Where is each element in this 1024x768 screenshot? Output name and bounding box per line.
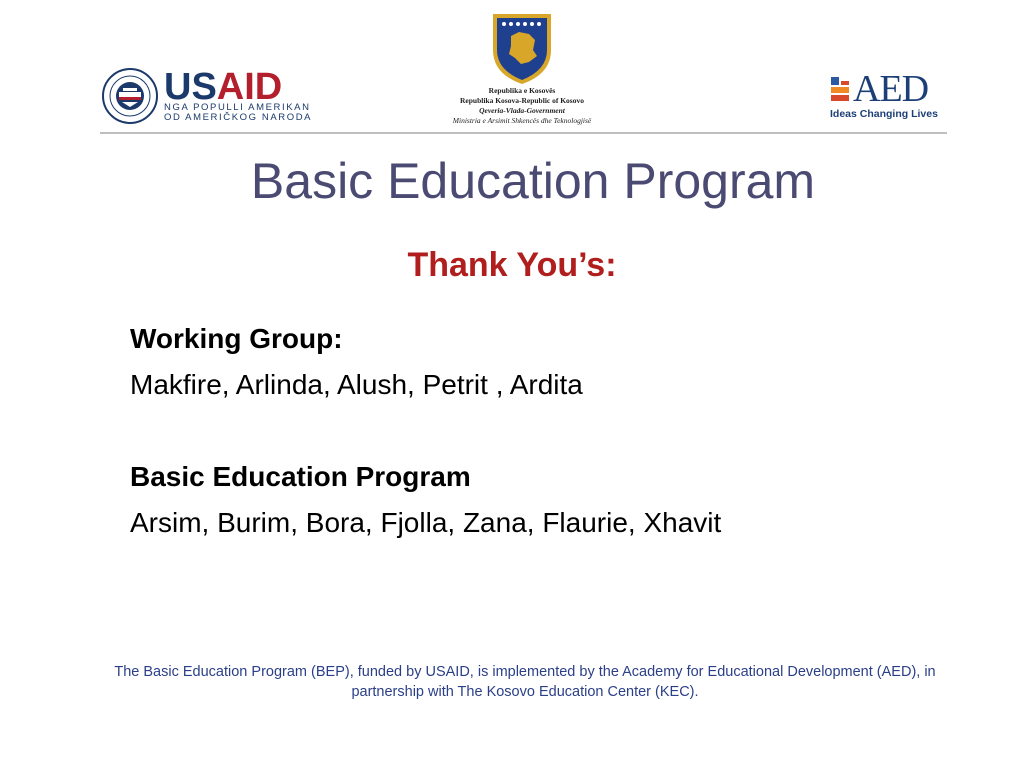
aed-logo — [829, 68, 945, 124]
footer-note: The Basic Education Program (BEP), funded by USAID, is implemented by the Academy for Educational Development (AED), in partnership with The Kosovo Education Center (KEC). — [114, 664, 936, 700]
kosovo-line-4: Ministria e Arsimit Shkencës dhe Teknologjisë — [452, 116, 592, 125]
thanks-heading: Thank You’s: — [407, 246, 617, 284]
section-spacer — [130, 408, 950, 454]
usaid-subtitle-2: OD AMERIČKOG NARODA — [164, 112, 313, 123]
aed-tagline: Ideas Changing Lives — [830, 108, 938, 120]
acknowledgements — [130, 316, 950, 546]
slide-title: Basic Education Program — [250, 153, 816, 209]
aed-mark-icon — [829, 75, 853, 105]
section-names-bep: Arsim, Burim, Bora, Fjolla, Zana, Flaurie, Xhavit — [130, 507, 722, 538]
usaid-wordmark — [164, 66, 283, 108]
usaid-logo — [102, 66, 313, 124]
usaid-subtitle-1: NGA POPULLI AMERIKAN — [164, 102, 311, 113]
section-names-working-group: Makfire, Arlinda, Alush, Petrit , Ardita — [130, 369, 583, 400]
kosovo-line-2: Republika Kosova-Republic of Kosovo — [460, 96, 584, 105]
section-heading-bep: Basic Education Program — [130, 461, 471, 492]
usaid-seal-icon — [102, 68, 158, 124]
kosovo-line-1: Republika e Kosovës — [488, 86, 556, 95]
kosovo-coat-of-arms-icon — [489, 10, 555, 86]
usaid-wordmark-text: USAID — [164, 66, 283, 108]
aed-wordmark: AED — [853, 68, 929, 110]
kosovo-line-3: Qeveria-Vlada-Government — [479, 106, 565, 115]
header-divider — [100, 132, 947, 134]
section-heading-working-group: Working Group: — [130, 323, 343, 354]
kosovo-government-logo — [430, 10, 614, 128]
